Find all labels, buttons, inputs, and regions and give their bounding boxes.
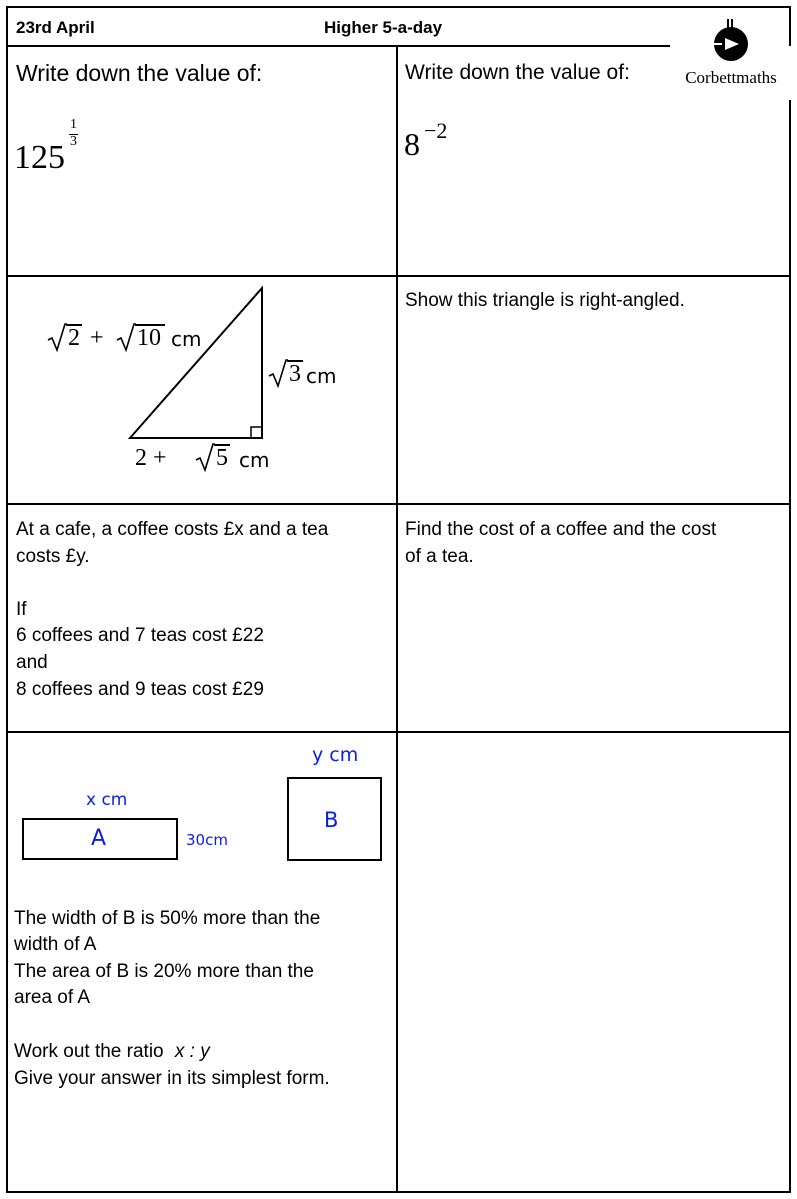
q5-label-x: x cm bbox=[86, 790, 128, 810]
q4-line4: 6 coffees and 7 teas cost £22 bbox=[16, 625, 264, 646]
q1-exp-den: 3 bbox=[70, 134, 77, 149]
q5-line4: area of A bbox=[14, 987, 91, 1008]
border-top bbox=[6, 6, 791, 8]
q1-exp-num: 1 bbox=[70, 117, 77, 132]
brand-name: Corbettmaths bbox=[685, 68, 777, 87]
right-angle-marker bbox=[251, 427, 262, 438]
q5-line6: Give your answer in its simplest form. bbox=[14, 1068, 330, 1089]
q4-line1: At a cafe, a coffee costs £x and a tea bbox=[16, 519, 329, 540]
header-title: Higher 5-a-day bbox=[324, 18, 443, 37]
q4-task-line1: Find the cost of a coffee and the cost bbox=[405, 519, 717, 540]
q5-ratio: x : y bbox=[174, 1041, 210, 1062]
q5-label-y: y cm bbox=[312, 744, 359, 766]
row-divider-2 bbox=[6, 503, 791, 505]
sqrt-icon bbox=[268, 358, 288, 390]
q5-line5-text: Work out the ratio bbox=[14, 1041, 164, 1062]
q4-line3: If bbox=[16, 599, 27, 620]
q3-base-a: 2 + bbox=[135, 445, 167, 471]
q3-base-label bbox=[135, 442, 285, 476]
q3-vertical-label bbox=[268, 358, 348, 392]
sqrt-icon bbox=[47, 322, 67, 354]
header-divider bbox=[6, 45, 670, 47]
row-divider-3 bbox=[6, 731, 791, 733]
q3-hypotenuse-label bbox=[47, 322, 207, 356]
row-divider-1 bbox=[6, 275, 791, 277]
border-right-lower bbox=[789, 100, 791, 1193]
q2-exponent: −2 bbox=[424, 118, 448, 143]
q3-hyp-a: 2 bbox=[68, 325, 80, 351]
q2-expression bbox=[404, 118, 484, 168]
sqrt-icon bbox=[116, 322, 136, 354]
q4-task-line2: of a tea. bbox=[405, 546, 474, 567]
q5-label-30: 30cm bbox=[186, 831, 228, 849]
q4-line6: 8 coffees and 9 teas cost £29 bbox=[16, 679, 264, 700]
border-bottom bbox=[6, 1191, 791, 1193]
q4-line5: and bbox=[16, 652, 48, 673]
q3-hyp-b: 10 bbox=[137, 325, 161, 351]
q1-expression bbox=[14, 117, 134, 187]
corbettmaths-logo bbox=[672, 14, 790, 96]
header-date: 23rd April bbox=[16, 18, 95, 37]
q3-hyp-unit: cm bbox=[171, 327, 202, 351]
q2-base: 8 bbox=[404, 126, 420, 162]
border-left bbox=[6, 6, 8, 1193]
q5-label-b: B bbox=[324, 808, 339, 832]
q3-task: Show this triangle is right-angled. bbox=[405, 290, 685, 311]
q3-base-unit: cm bbox=[239, 448, 270, 472]
q5-line5 bbox=[14, 1039, 210, 1065]
q3-vert-a: 3 bbox=[289, 361, 301, 387]
q3-vert-unit: cm bbox=[306, 364, 337, 388]
q5-label-a: A bbox=[91, 826, 107, 851]
q5-line1: The width of B is 50% more than the bbox=[14, 908, 321, 929]
logo-emblem-icon bbox=[672, 14, 790, 64]
q4-line2: costs £y. bbox=[16, 546, 90, 567]
q1-base: 125 bbox=[14, 139, 65, 176]
q5-line2: width of A bbox=[14, 934, 97, 955]
q5-line3: The area of B is 20% more than the bbox=[14, 961, 314, 982]
q2-instruction: Write down the value of: bbox=[405, 61, 630, 84]
q1-instruction: Write down the value of: bbox=[16, 60, 263, 86]
q3-base-b: 5 bbox=[216, 445, 228, 471]
sqrt-icon bbox=[195, 442, 215, 474]
q3-hyp-plus: + bbox=[90, 325, 104, 351]
center-divider bbox=[396, 45, 398, 1193]
